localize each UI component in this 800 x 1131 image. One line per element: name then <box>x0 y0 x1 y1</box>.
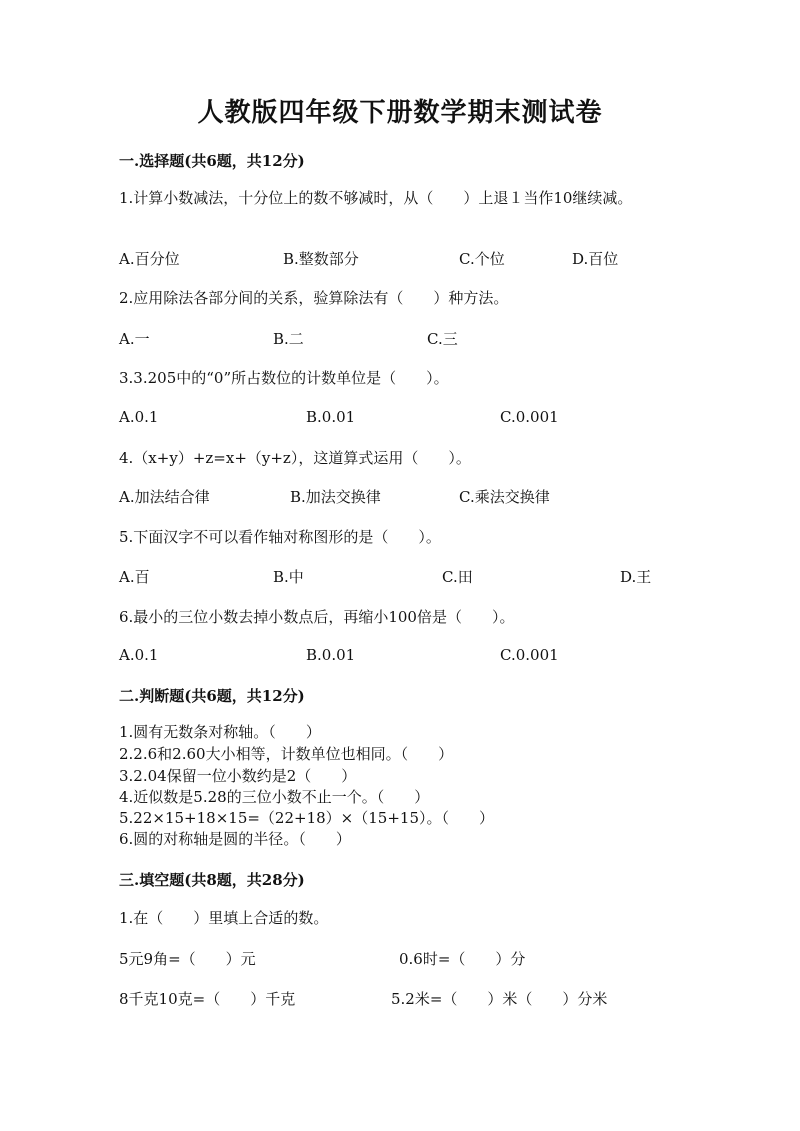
option: C.三 <box>427 330 458 348</box>
fill-item: 0.6时=（ ）分 <box>399 950 526 968</box>
question-text: 1.在（ ）里填上合适的数。 <box>119 909 329 927</box>
option: B.0.01 <box>306 646 356 664</box>
option: B.0.01 <box>306 408 356 426</box>
option: C.田 <box>442 568 473 586</box>
fill-item: 5.2米=（ ）米（ ）分米 <box>391 990 608 1008</box>
judge-item: 4.近似数是5.28的三位小数不止一个。（ ） <box>119 788 430 806</box>
option: C.0.001 <box>500 408 559 426</box>
option: B.中 <box>273 568 304 586</box>
option: A.0.1 <box>119 646 159 664</box>
question-text: 6.最小的三位小数去掉小数点后，再缩小100倍是（ ）。 <box>119 608 515 626</box>
option: C.个位 <box>459 250 505 268</box>
judge-item: 1.圆有无数条对称轴。（ ） <box>119 723 321 741</box>
page-title: 人教版四年级下册数学期末测试卷 <box>197 98 603 128</box>
question-text: 3.3.205中的“0”所占数位的计数单位是（ ）。 <box>119 369 449 387</box>
judge-item: 5.22×15+18×15=（22+18）×（15+15）。（ ） <box>119 809 494 827</box>
question-text: 2.应用除法各部分间的关系，验算除法有（ ）种方法。 <box>119 289 509 307</box>
section-header-judge: 二.判断题(共6题，共12分) <box>119 687 305 705</box>
option: A.一 <box>119 330 150 348</box>
question-text: 1.计算小数减法，十分位上的数不够减时，从（ ）上退１当作10继续减。 <box>119 189 633 207</box>
option: D.王 <box>620 568 652 586</box>
section-header-fill: 三.填空题(共8题，共28分) <box>119 871 305 889</box>
option: B.整数部分 <box>283 250 359 268</box>
option: C.0.001 <box>500 646 559 664</box>
judge-item: 6.圆的对称轴是圆的半径。（ ） <box>119 830 351 848</box>
option: A.加法结合律 <box>119 488 210 506</box>
option: A.百分位 <box>119 250 180 268</box>
option: A.百 <box>119 568 150 586</box>
question-text: 4.（x+y）+z=x+（y+z），这道算式运用（ ）。 <box>119 449 471 467</box>
judge-item: 2.2.6和2.60大小相等，计数单位也相同。（ ） <box>119 745 454 763</box>
option: A.0.1 <box>119 408 159 426</box>
option: B.加法交换律 <box>290 488 381 506</box>
option: D.百位 <box>572 250 619 268</box>
fill-item: 5元9角=（ ）元 <box>119 950 256 968</box>
question-text: 5.下面汉字不可以看作轴对称图形的是（ ）。 <box>119 528 441 546</box>
fill-item: 8千克10克=（ ）千克 <box>119 990 296 1008</box>
option: C.乘法交换律 <box>459 488 550 506</box>
judge-item: 3.2.04保留一位小数约是2（ ） <box>119 767 357 785</box>
section-header-choice: 一.选择题(共6题，共12分) <box>119 152 305 170</box>
option: B.二 <box>273 330 304 348</box>
